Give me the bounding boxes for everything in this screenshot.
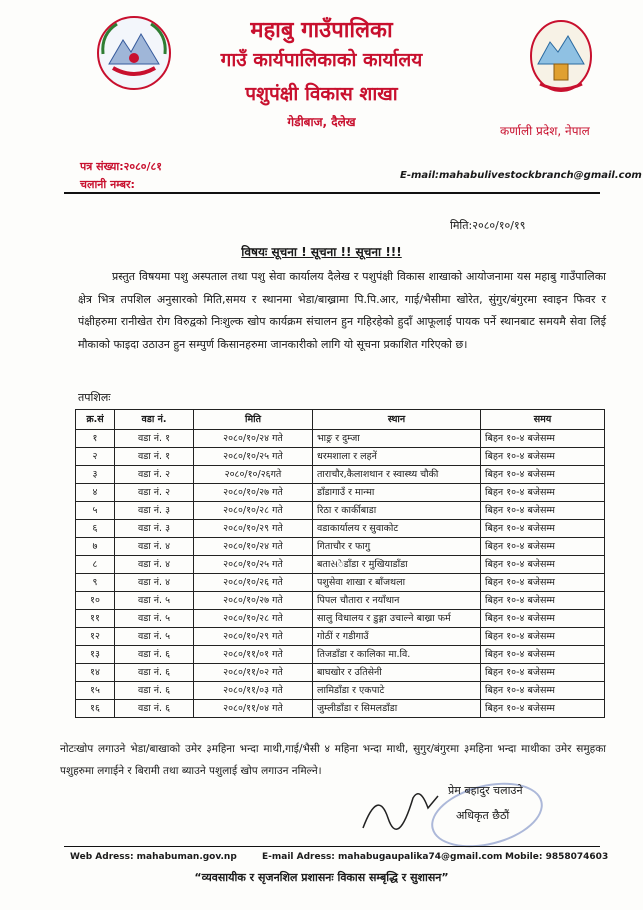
cell-date: २०८०/१०/२९ गते [194, 520, 313, 538]
office-name: गाउँ कार्यपालिकाको कार्यालय [220, 49, 423, 71]
cell-date: २०८०/१०/२७ गते [194, 484, 313, 502]
cell-serial: १४ [76, 664, 115, 682]
cell-place: ताराचौर,कैलाशथान र स्वास्थ्य चौकी [313, 466, 481, 484]
cell-ward: वडा नं. २ [115, 466, 194, 484]
cell-time: बिहन १०-४ बजेसम्म [481, 700, 605, 718]
cell-date: २०८०/११/०१ गते [194, 646, 313, 664]
cell-ward: वडा नं. ६ [115, 700, 194, 718]
footer-divider [64, 846, 600, 847]
cell-time: बिहन १०-४ बजेसम्म [481, 502, 605, 520]
cell-serial: ५ [76, 502, 115, 520]
cell-serial: १२ [76, 628, 115, 646]
cell-place: धरमशाला र लहनें [313, 448, 481, 466]
signatory-title: अधिकृत छैठौं [456, 809, 510, 822]
cell-date: २०८०/१०/२५ गते [194, 556, 313, 574]
cell-time: बिहन १०-४ बजेसम्म [481, 556, 605, 574]
table-row [76, 664, 605, 682]
notice-date: मिति:२०८०/१०/१९ [450, 219, 526, 232]
cell-ward: वडा नं. ५ [115, 628, 194, 646]
province-label: कर्णाली प्रदेश, नेपाल [500, 124, 590, 138]
table-row [76, 610, 605, 628]
cell-serial: १ [76, 430, 115, 448]
cell-ward: वडा नं. ५ [115, 592, 194, 610]
col-serial: क्र.सं [76, 410, 115, 430]
cell-time: बिहन १०-४ बजेसम्म [481, 448, 605, 466]
footer-slogan: “व्यवसायीक र सृजनशिल प्रशासनः विकास सम्बृद्धि र सुशासन” [194, 871, 449, 884]
table-row [76, 430, 605, 448]
cell-serial: ४ [76, 484, 115, 502]
dispatch-number: चलानी नम्बर: [80, 178, 135, 191]
cell-time: बिहन १०-४ बजेसम्म [481, 682, 605, 700]
notice-subject: विषयः सूचना ! सूचना !! सूचना !!! [241, 245, 402, 259]
table-row [76, 502, 605, 520]
table-row [76, 682, 605, 700]
header-divider [64, 192, 600, 194]
cell-ward: वडा नं. ६ [115, 682, 194, 700]
letter-number: पत्र संख्या:२०८०/८१ [80, 160, 162, 173]
cell-date: २०८०/१०/२८ गते [194, 502, 313, 520]
cell-place: तिजडाँडा र कालिका मा.वि. [313, 646, 481, 664]
col-ward: वडा नं. [115, 410, 194, 430]
cell-place: भाङ्र र दुम्जा [313, 430, 481, 448]
table-row [76, 448, 605, 466]
cell-place: लामिडाँडा र एकपाटे [313, 682, 481, 700]
cell-place: रिठा र कार्कीबाडा [313, 502, 481, 520]
cell-place: पशुसेवा शाखा र बाँजथला [313, 574, 481, 592]
cell-place: जुम्लीडाँडा र सिमलडाँडा [313, 700, 481, 718]
footer-mobile: Mobile: 9858074603 [505, 852, 609, 862]
cell-ward: वडा नं. ६ [115, 646, 194, 664]
cell-date: २०८०/११/०२ गते [194, 664, 313, 682]
table-row [76, 646, 605, 664]
cell-date: २०८०/१०/२७ गते [194, 592, 313, 610]
table-row [76, 628, 605, 646]
table-row [76, 520, 605, 538]
table-row [76, 556, 605, 574]
cell-ward: वडा नं. ६ [115, 664, 194, 682]
cell-time: बिहन १०-४ बजेसम्म [481, 484, 605, 502]
cell-time: बिहन १०-४ बजेसम्म [481, 610, 605, 628]
cell-serial: ३ [76, 466, 115, 484]
col-date: मिति [194, 410, 313, 430]
cell-time: बिहन १०-४ बजेसम्म [481, 466, 605, 484]
table-row [76, 700, 605, 718]
cell-serial: ९ [76, 574, 115, 592]
cell-place: वडाकार्यालय र सुवाकोट [313, 520, 481, 538]
cell-place: पिपल चौतारा र नयाँथान [313, 592, 481, 610]
header-email: E-mail:mahabulivestockbranch@gmail.com [400, 170, 642, 181]
cell-place: सालु विधालय र डुङ्गा उचाल्ने बाख्रा फर्म [313, 610, 481, 628]
cell-time: बिहन १०-४ बजेसम्म [481, 646, 605, 664]
cell-serial: १३ [76, 646, 115, 664]
cell-ward: वडा नं. ४ [115, 538, 194, 556]
cell-date: २०८०/१०/२६ गते [194, 574, 313, 592]
signatory-name: प्रेम बहादुर चलाउने [448, 784, 523, 797]
cell-date: २०८०/११/०४ गते [194, 700, 313, 718]
notice-body: प्रस्तुत विषयमा पशु अस्पताल तथा पशु सेवा कार्यालय दैलेख र पशुपंक्षी विकास शाखाको आयोजनामा यस महाबु गाउँपालिका क्षेत्र भित्र तपशिल अनुसारको मिति,समय र स्थानमा भेडा/बाख्रामा पि.पि.आर, गाई/भैसीमा खोरेत, सुंगुर/बंगुरमा स्वाइन फिवर र पंक्षीहरुमा रानीखेत रोग विरुद्वको निःशुल्क खोप कार्यक्रम संचालन हुन गहिरहेको हुदाँ आफूलाई पायक पर्ने स्थानबाट समयमै सेवा लिई मौकाको फाइदा उठाउन हुन सम्पुर्ण किसानहरुमा जानकारीको लागि यो सूचना प्रकाशित गरिएको छ। [78, 270, 606, 351]
office-location: गेडीबाज, दैलेख [287, 115, 356, 129]
cell-serial: ११ [76, 610, 115, 628]
cell-date: २०८०/१०/२४ गते [194, 430, 313, 448]
cell-place: बताસेडाँडा र मुखियाडाँडा [313, 556, 481, 574]
cell-ward: वडा नं. ५ [115, 610, 194, 628]
cell-date: २०८०/१०/२४ गते [194, 538, 313, 556]
cell-place: डाँडागाउँ र मान्मा [313, 484, 481, 502]
cell-place: बाघखोर र उतिसेनी [313, 664, 481, 682]
cell-time: बिहन १०-४ बजेसम्म [481, 520, 605, 538]
col-time: समय [481, 410, 605, 430]
org-name: महाबु गाउँपालिका [250, 18, 393, 43]
cell-date: २०८०/१०/२९ गते [194, 628, 313, 646]
cell-place: गिताचौर र फागु [313, 538, 481, 556]
cell-ward: वडा नं. १ [115, 430, 194, 448]
cell-date: २०८०/१०/२८ गते [194, 610, 313, 628]
cell-serial: १० [76, 592, 115, 610]
cell-serial: १५ [76, 682, 115, 700]
footer-email: E-mail Adress: mahabugaupalika74@gmail.com [262, 852, 503, 862]
note-text: नोटःखोप लगाउने भेडा/बाखाको उमेर ३महिना भन्दा माथी,गाई/भैसी ४ महिना भन्दा माथी, सुगुर/बंगुरमा ३महिना भन्दा माथीका उमेर समुहका पशुहरुमा लगाईने र बिरामी तथा ब्याउने पशुलाई खोप लगाउन नमिल्ने। [60, 743, 606, 777]
cell-time: बिहन १०-४ बजेसम्म [481, 574, 605, 592]
cell-time: बिहन १०-४ बजेसम्म [481, 664, 605, 682]
cell-date: २०८०/१०/२५ गते [194, 448, 313, 466]
schedule-label: तपशिलः [78, 391, 111, 404]
cell-ward: वडा नं. ३ [115, 502, 194, 520]
cell-serial: ७ [76, 538, 115, 556]
cell-place: गोठीं र गडीगाउँ [313, 628, 481, 646]
cell-time: बिहन १०-४ बजेसम्म [481, 628, 605, 646]
col-place: स्थान [313, 410, 481, 430]
cell-time: बिहन १०-४ बजेसम्म [481, 538, 605, 556]
cell-ward: वडा नं. ४ [115, 556, 194, 574]
cell-time: बिहन १०-४ बजेसम्म [481, 592, 605, 610]
table-row [76, 574, 605, 592]
reference-block [80, 158, 162, 194]
table-row [76, 466, 605, 484]
table-row [76, 484, 605, 502]
cell-date: २०८०/११/०३ गते [194, 682, 313, 700]
cell-time: बिहन १०-४ बजेसम्म [481, 430, 605, 448]
cell-ward: वडा नं. २ [115, 484, 194, 502]
table-row [76, 538, 605, 556]
table-row [76, 592, 605, 610]
cell-ward: वडा नं. ३ [115, 520, 194, 538]
schedule-table [75, 409, 605, 718]
cell-ward: वडा नं. १ [115, 448, 194, 466]
cell-serial: ८ [76, 556, 115, 574]
footer-web: Web Adress: mahabuman.gov.np [70, 852, 237, 862]
cell-date: २०८०/१०/२६गते [194, 466, 313, 484]
branch-name: पशुपंक्षी विकास शाखा [245, 83, 398, 105]
cell-serial: ६ [76, 520, 115, 538]
cell-serial: २ [76, 448, 115, 466]
cell-ward: वडा नं. ४ [115, 574, 194, 592]
table-header-row [76, 410, 605, 430]
cell-serial: १६ [76, 700, 115, 718]
